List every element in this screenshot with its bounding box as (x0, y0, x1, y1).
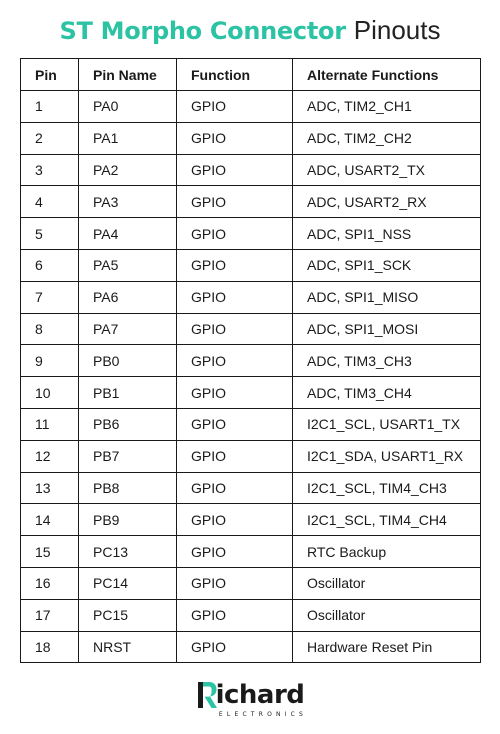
table-row (21, 313, 481, 345)
function-cell: GPIO (177, 313, 293, 345)
alternate-functions-cell: Oscillator (293, 567, 481, 599)
alternate-functions-cell: RTC Backup (293, 536, 481, 568)
pin-number-cell: 12 (21, 440, 79, 472)
table-row (21, 249, 481, 281)
pin-name-cell: PC15 (79, 599, 177, 631)
pin-name-cell: PB1 (79, 377, 177, 409)
function-cell: GPIO (177, 218, 293, 250)
pin-number-cell: 13 (21, 472, 79, 504)
pin-name-cell: PB9 (79, 504, 177, 536)
column-header-function: Function (177, 59, 293, 91)
alternate-functions-cell: ADC, SPI1_MISO (293, 281, 481, 313)
function-cell: GPIO (177, 440, 293, 472)
page-title-light: Pinouts (353, 15, 441, 45)
function-cell: GPIO (177, 536, 293, 568)
function-cell: GPIO (177, 599, 293, 631)
function-cell: GPIO (177, 408, 293, 440)
alternate-functions-cell: I2C1_SCL, TIM4_CH4 (293, 504, 481, 536)
pin-number-cell: 5 (21, 218, 79, 250)
pin-number-cell: 9 (21, 345, 79, 377)
pin-name-cell: PB7 (79, 440, 177, 472)
pin-number-cell: 14 (21, 504, 79, 536)
alternate-functions-cell: ADC, TIM2_CH2 (293, 122, 481, 154)
table-row (21, 122, 481, 154)
function-cell: GPIO (177, 504, 293, 536)
pin-name-cell: PB8 (79, 472, 177, 504)
pin-name-cell: PB0 (79, 345, 177, 377)
table-row (21, 599, 481, 631)
alternate-functions-cell: Oscillator (293, 599, 481, 631)
table-row (21, 567, 481, 599)
alternate-functions-cell: ADC, TIM2_CH1 (293, 91, 481, 123)
alternate-functions-cell: Hardware Reset Pin (293, 631, 481, 663)
pin-name-cell: PA4 (79, 218, 177, 250)
column-header-pin: Pin (21, 59, 79, 91)
table-row (21, 504, 481, 536)
table-row (21, 377, 481, 409)
function-cell: GPIO (177, 345, 293, 377)
pin-name-cell: PA6 (79, 281, 177, 313)
pin-number-cell: 3 (21, 154, 79, 186)
pin-number-cell: 11 (21, 408, 79, 440)
pin-number-cell: 15 (21, 536, 79, 568)
pinout-table-body (21, 91, 481, 663)
pin-name-cell: NRST (79, 631, 177, 663)
pin-number-cell: 7 (21, 281, 79, 313)
page-title (0, 12, 500, 53)
table-row (21, 218, 481, 250)
alternate-functions-cell: ADC, TIM3_CH3 (293, 345, 481, 377)
pin-number-cell: 2 (21, 122, 79, 154)
alternate-functions-cell: I2C1_SCL, TIM4_CH3 (293, 472, 481, 504)
table-row (21, 186, 481, 218)
function-cell: GPIO (177, 567, 293, 599)
table-header-row (21, 59, 481, 91)
pin-number-cell: 1 (21, 91, 79, 123)
logo-subtitle: ELECTRONICS (218, 711, 308, 718)
logo-wordmark: ichard (215, 680, 305, 710)
function-cell: GPIO (177, 249, 293, 281)
function-cell: GPIO (177, 281, 293, 313)
table-row (21, 472, 481, 504)
pin-number-cell: 10 (21, 377, 79, 409)
pin-number-cell: 6 (21, 249, 79, 281)
pin-name-cell: PA1 (79, 122, 177, 154)
pin-name-cell: PA3 (79, 186, 177, 218)
alternate-functions-cell: ADC, USART2_RX (293, 186, 481, 218)
pin-name-cell: PA5 (79, 249, 177, 281)
table-row (21, 408, 481, 440)
pin-number-cell: 18 (21, 631, 79, 663)
richard-logo-icon (196, 680, 218, 710)
function-cell: GPIO (177, 154, 293, 186)
pin-name-cell: PA2 (79, 154, 177, 186)
table-row (21, 631, 481, 663)
function-cell: GPIO (177, 631, 293, 663)
alternate-functions-cell: I2C1_SCL, USART1_TX (293, 408, 481, 440)
page-title-bold: ST Morpho Connector (59, 17, 346, 45)
table-row (21, 440, 481, 472)
alternate-functions-cell: ADC, SPI1_MOSI (293, 313, 481, 345)
function-cell: GPIO (177, 122, 293, 154)
pin-name-cell: PB6 (79, 408, 177, 440)
table-row (21, 536, 481, 568)
alternate-functions-cell: I2C1_SDA, USART1_RX (293, 440, 481, 472)
pin-number-cell: 4 (21, 186, 79, 218)
pin-number-cell: 17 (21, 599, 79, 631)
pin-number-cell: 16 (21, 567, 79, 599)
table-row (21, 345, 481, 377)
pin-name-cell: PA0 (79, 91, 177, 123)
function-cell: GPIO (177, 377, 293, 409)
alternate-functions-cell: ADC, SPI1_SCK (293, 249, 481, 281)
pinout-table (20, 58, 481, 663)
function-cell: GPIO (177, 91, 293, 123)
table-row (21, 91, 481, 123)
pin-name-cell: PC13 (79, 536, 177, 568)
pin-name-cell: PA7 (79, 313, 177, 345)
function-cell: GPIO (177, 186, 293, 218)
pin-name-cell: PC14 (79, 567, 177, 599)
alternate-functions-cell: ADC, USART2_TX (293, 154, 481, 186)
alternate-functions-cell: ADC, TIM3_CH4 (293, 377, 481, 409)
function-cell: GPIO (177, 472, 293, 504)
alternate-functions-cell: ADC, SPI1_NSS (293, 218, 481, 250)
pin-number-cell: 8 (21, 313, 79, 345)
table-row (21, 281, 481, 313)
brand-logo (0, 680, 500, 724)
column-header-alternate-functions: Alternate Functions (293, 59, 481, 91)
column-header-pin-name: Pin Name (79, 59, 177, 91)
table-row (21, 154, 481, 186)
